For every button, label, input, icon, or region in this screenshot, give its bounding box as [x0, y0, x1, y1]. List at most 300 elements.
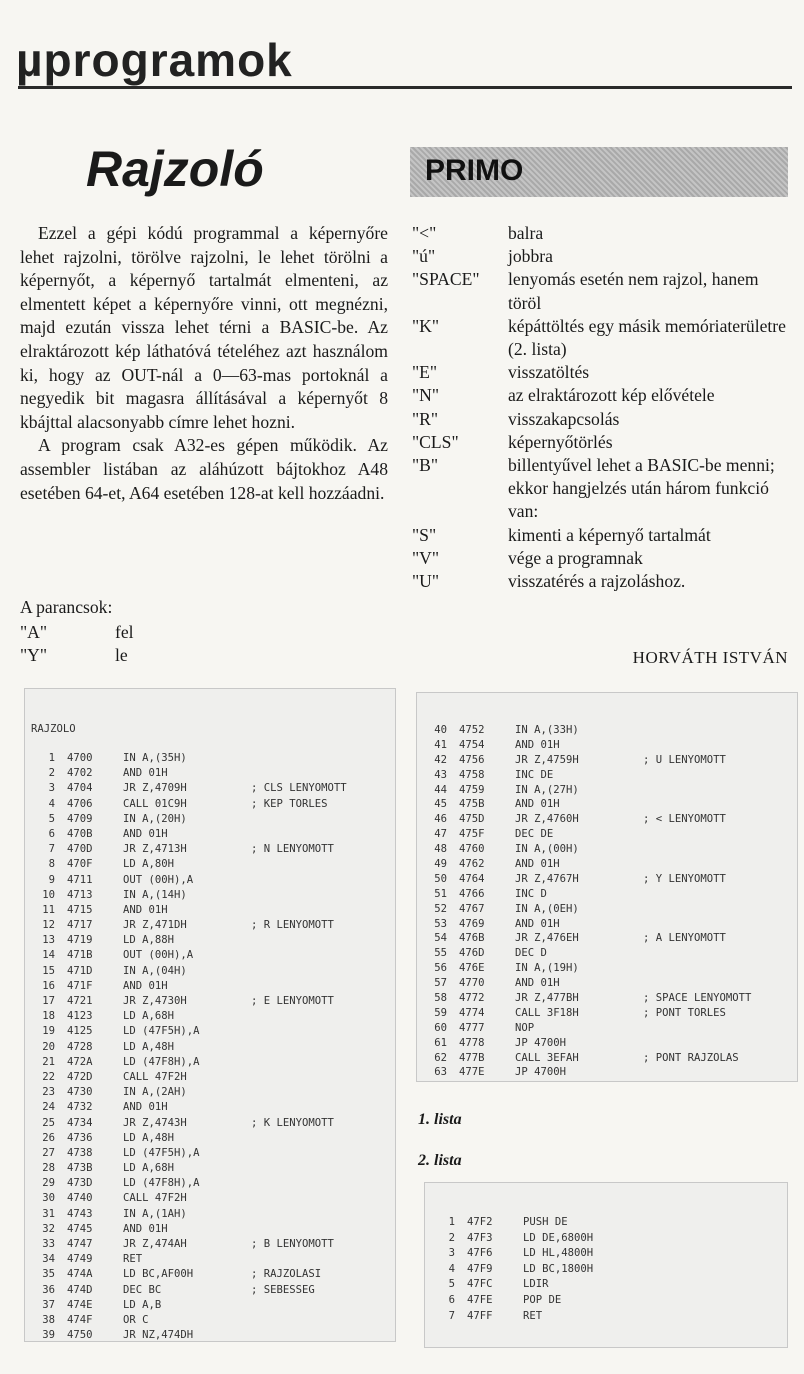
line-number: 60: [434, 1021, 447, 1034]
command-desc: visszatöltés: [508, 362, 590, 383]
comment: [251, 888, 393, 903]
listing-line: [33, 1191, 393, 1206]
command-desc: kimenti a képernyő tartalmát: [508, 524, 711, 545]
listing-line: [433, 1277, 793, 1293]
comment: ; E LENYOMOTT: [251, 995, 334, 1007]
line-number: 13: [42, 934, 55, 947]
line-number: 11: [42, 903, 55, 916]
address: 4728: [67, 1040, 93, 1053]
listing-line: [33, 888, 393, 903]
address: 4772: [459, 992, 485, 1005]
commands-heading: A parancsok:: [20, 597, 113, 617]
instruction: LD A,80H: [123, 858, 175, 871]
address: 475F: [459, 828, 485, 841]
address: 4123: [67, 1010, 93, 1023]
listing-line: [425, 812, 785, 827]
intro-text: [20, 222, 388, 505]
listing-line: [33, 903, 393, 918]
address: 472A: [67, 1055, 93, 1068]
instruction: JR Z,474AH: [123, 1238, 187, 1250]
address: 4740: [67, 1192, 93, 1205]
listing-line: [33, 857, 393, 872]
line-number: 43: [434, 768, 447, 781]
instruction: LD (47F5H),A: [123, 1025, 200, 1038]
instruction: OR C: [123, 1313, 149, 1326]
line-number: 55: [434, 947, 447, 960]
listing-line: [33, 766, 393, 781]
line-number: 34: [42, 1253, 55, 1266]
instruction: IN A,(19H): [515, 962, 579, 975]
listing-line: [33, 797, 393, 812]
line-number: 44: [434, 783, 447, 796]
line-number: 39: [42, 1329, 55, 1342]
listing-line: [33, 1267, 393, 1282]
listing-line: [33, 873, 393, 888]
listing-line: [425, 976, 785, 991]
instruction: IN A,(00H): [515, 843, 579, 856]
command-row: [412, 547, 792, 570]
instruction: CALL 3EFAH: [515, 1051, 579, 1064]
comment: [643, 917, 785, 932]
comment: [251, 979, 393, 994]
listing-line: [425, 797, 785, 812]
comment: ; < LENYOMOTT: [643, 813, 726, 826]
instruction: LD A,88H: [123, 934, 175, 947]
comment: [251, 751, 393, 766]
address: 4747: [67, 1238, 93, 1250]
command-desc: fel: [115, 622, 134, 642]
comment: ; SEBESSEG: [251, 1283, 315, 1296]
address: 4721: [67, 995, 93, 1007]
line-number: 51: [434, 887, 447, 900]
line-number: 12: [42, 919, 55, 932]
command-desc: képáttöltés egy másik memóriaterületre (2. lista): [508, 315, 786, 360]
comment: [251, 1131, 393, 1146]
listing-line: [33, 1070, 393, 1085]
command-desc: le: [115, 645, 128, 665]
command-key: "V": [412, 547, 440, 568]
listing-line: [33, 827, 393, 842]
address: 4717: [67, 919, 93, 932]
address: 4736: [67, 1131, 93, 1144]
instruction: IN A,(27H): [515, 783, 579, 796]
address: 4125: [67, 1025, 93, 1038]
command-key: "N": [412, 385, 440, 406]
command-key: "E": [412, 362, 438, 383]
listing-line: [433, 1231, 793, 1247]
line-number: 5: [48, 812, 55, 825]
listing-line: [33, 751, 393, 766]
comment: [251, 1040, 393, 1055]
line-number: 52: [434, 902, 447, 915]
line-number: 33: [42, 1238, 55, 1250]
listing-line: [425, 842, 785, 857]
instruction: LD DE,6800H: [523, 1231, 594, 1244]
line-number: 15: [42, 964, 55, 977]
line-number: 4: [48, 797, 55, 810]
comment: [651, 1215, 793, 1231]
listing-line: [425, 872, 785, 887]
instruction: CALL 47F2H: [123, 1070, 187, 1083]
line-number: 26: [42, 1131, 55, 1144]
address: 4756: [459, 753, 485, 766]
command-row: [412, 524, 792, 547]
listing-line: [425, 887, 785, 902]
comment: ; K LENYOMOTT: [251, 1116, 334, 1129]
listing-line: [425, 917, 785, 932]
commands-right-list: [412, 222, 792, 593]
instruction: LDIR: [523, 1278, 549, 1291]
listing-line: [33, 948, 393, 963]
command-row: [20, 644, 134, 667]
instruction: NOP: [515, 1021, 535, 1034]
command-desc: lenyomás esetén nem rajzol, hanem töröl: [508, 269, 759, 313]
address: 470F: [67, 858, 93, 871]
instruction: LD HL,4800H: [523, 1247, 594, 1260]
listing-line: [425, 931, 785, 946]
listing-line: [425, 857, 785, 872]
command-row: [412, 222, 792, 245]
command-row: [412, 570, 792, 593]
instruction: AND 01H: [123, 767, 168, 780]
comment: [643, 1036, 785, 1051]
address: 471B: [67, 949, 93, 962]
address: 474E: [67, 1298, 93, 1311]
comment: ; PONT RAJZOLAS: [643, 1051, 739, 1064]
address: 4730: [67, 1086, 93, 1099]
listing-line: [425, 723, 785, 738]
listing-line: [33, 1207, 393, 1222]
address: 470B: [67, 827, 93, 840]
comment: ; R LENYOMOTT: [251, 919, 334, 932]
comment: ; B LENYOMOTT: [251, 1238, 334, 1250]
instruction: AND 01H: [515, 798, 560, 811]
listing-line: [33, 812, 393, 827]
instruction: INC DE: [515, 768, 554, 781]
listing-line: [33, 1024, 393, 1039]
comment: [251, 1055, 393, 1070]
comment: [251, 812, 393, 827]
address: 4770: [459, 977, 485, 990]
address: 475D: [459, 813, 485, 826]
address: 4702: [67, 767, 93, 780]
instruction: LD A,68H: [123, 1010, 175, 1023]
listing-line: [425, 753, 785, 768]
author-name: HORVÁTH ISTVÁN: [632, 648, 788, 667]
command-key: "R": [412, 408, 439, 429]
address: 477B: [459, 1051, 485, 1064]
line-number: 63: [434, 1066, 447, 1079]
command-desc: visszakapcsolás: [508, 408, 620, 429]
comment: [251, 1313, 393, 1328]
command-row: [412, 384, 792, 407]
line-number: 35: [42, 1268, 55, 1281]
comment: [251, 857, 393, 872]
line-number: 50: [434, 872, 447, 885]
comment: [251, 1222, 393, 1237]
line-number: 27: [42, 1146, 55, 1159]
line-number: 8: [48, 858, 55, 871]
line-number: 31: [42, 1207, 55, 1220]
address: 4711: [67, 873, 93, 886]
instruction: LD A,48H: [123, 1131, 175, 1144]
instruction: INC D: [515, 887, 547, 900]
line-number: 6: [448, 1293, 455, 1306]
command-key: "S": [412, 524, 437, 545]
line-number: 56: [434, 962, 447, 975]
listing-line: [33, 979, 393, 994]
address: 4774: [459, 1006, 485, 1019]
listing-line: [33, 1131, 393, 1146]
comment: [643, 946, 785, 961]
line-number: 48: [434, 843, 447, 856]
listing-line: [425, 783, 785, 798]
listing-line: [425, 768, 785, 783]
line-number: 5: [448, 1278, 455, 1291]
listing-line: [33, 994, 393, 1009]
comment: [651, 1309, 793, 1325]
comment: [643, 723, 785, 738]
address: 47F3: [467, 1231, 493, 1244]
command-key: "Y": [20, 645, 48, 665]
intro-paragraph-1: Ezzel a gépi kódú programmal a képernyőre lehet rajzolni, törölve rajzolni, le lehet törölni a képernyőt, a képernyő tartalmát elmenteni, az elmentett képet a képernyőre vinni, ott megnézni, majd ezután vissza lehet térni a BASIC-be. Az elraktározott kép láthatóvá tételéhez azt használom ki, hogy az OUT-nál a 0—63-mas portoknál a negyedik bit magasra állításával a képernyőt 8 kbájttal alacsonyabb címre lehet hozni.: [20, 223, 388, 432]
line-number: 42: [434, 753, 447, 766]
instruction: IN A,(04H): [123, 964, 187, 977]
address: 4754: [459, 738, 485, 751]
instruction: IN A,(1AH): [123, 1207, 187, 1220]
listing-line: [425, 827, 785, 842]
comment: [251, 1191, 393, 1206]
command-row: [412, 431, 792, 454]
address: 4738: [67, 1146, 93, 1159]
listing-line: [33, 1146, 393, 1161]
comment: [251, 1176, 393, 1191]
listing-line: [425, 991, 785, 1006]
comment: [251, 933, 393, 948]
line-number: 2: [48, 767, 55, 780]
address: 4704: [67, 782, 93, 795]
address: 471F: [67, 979, 93, 992]
listing-line: [425, 1051, 785, 1066]
listing-line: [425, 1021, 785, 1036]
instruction: AND 01H: [515, 917, 560, 930]
command-row: [412, 361, 792, 384]
command-desc: vége a programnak: [508, 547, 643, 568]
address: 4713: [67, 888, 93, 901]
instruction: JR Z,4743H: [123, 1116, 187, 1129]
comment: [643, 768, 785, 783]
address: 4700: [67, 752, 93, 764]
instruction: LD BC,AF00H: [123, 1268, 194, 1281]
instruction: AND 01H: [515, 738, 560, 751]
instruction: JP 4700H: [515, 1066, 567, 1079]
instruction: LD (47F5H),A: [123, 1146, 200, 1159]
address: 4752: [459, 724, 485, 736]
line-number: 9: [48, 873, 55, 886]
comment: ; SPACE LENYOMOTT: [643, 992, 752, 1005]
listing-line: [33, 1222, 393, 1237]
address: 4759: [459, 783, 485, 796]
instruction: IN A,(33H): [515, 724, 579, 736]
comment: ; CLS LENYOMOTT: [251, 782, 347, 795]
line-number: 57: [434, 977, 447, 990]
instruction: IN A,(2AH): [123, 1086, 187, 1099]
address: 476B: [459, 932, 485, 945]
listing-line: [33, 1100, 393, 1115]
line-number: 7: [48, 843, 55, 856]
instruction: OUT (00H),A: [123, 949, 194, 962]
assembler-listing-2: [424, 1182, 788, 1348]
line-number: 59: [434, 1006, 447, 1019]
instruction: RET: [523, 1309, 543, 1322]
comment: ; Y LENYOMOTT: [643, 872, 726, 885]
line-number: 22: [42, 1070, 55, 1083]
line-number: 37: [42, 1298, 55, 1311]
comment: ; N LENYOMOTT: [251, 843, 334, 856]
instruction: JR Z,471DH: [123, 919, 187, 932]
instruction: JR Z,4730H: [123, 995, 187, 1007]
instruction: LD A,B: [123, 1298, 162, 1311]
listing-line: [33, 1328, 393, 1343]
line-number: 46: [434, 813, 447, 826]
instruction: LD (47F8H),A: [123, 1055, 200, 1068]
command-key: "A": [20, 622, 48, 642]
address: 4749: [67, 1253, 93, 1266]
listing-line: [33, 842, 393, 857]
comment: [251, 1252, 393, 1267]
address: 47FE: [467, 1293, 493, 1306]
address: 4750: [67, 1329, 93, 1342]
address: 476E: [459, 962, 485, 975]
comment: [643, 1021, 785, 1036]
address: 477E: [459, 1066, 485, 1079]
listing-line: [433, 1262, 793, 1278]
command-row: [412, 454, 792, 524]
instruction: CALL 47F2H: [123, 1192, 187, 1205]
instruction: OUT (00H),A: [123, 873, 194, 886]
comment: [251, 1146, 393, 1161]
instruction: DEC D: [515, 947, 547, 960]
instruction: AND 01H: [515, 858, 560, 871]
instruction: AND 01H: [123, 979, 168, 992]
instruction: AND 01H: [123, 1222, 168, 1235]
instruction: IN A,(35H): [123, 752, 187, 764]
instruction: JR Z,476EH: [515, 932, 579, 945]
comment: ; RAJZOLASI: [251, 1268, 322, 1281]
command-key: "B": [412, 455, 439, 476]
address: 47F9: [467, 1262, 493, 1275]
listing-line: [33, 1298, 393, 1313]
listing-line: [433, 1293, 793, 1309]
line-number: 21: [42, 1055, 55, 1068]
instruction: PUSH DE: [523, 1216, 568, 1228]
line-number: 58: [434, 992, 447, 1005]
line-number: 10: [42, 888, 55, 901]
comment: [251, 766, 393, 781]
comment: [643, 1065, 785, 1080]
command-row: [412, 268, 792, 314]
instruction: AND 01H: [123, 1101, 168, 1114]
listing-1-caption: 1. lista: [418, 1111, 462, 1128]
comment: [651, 1277, 793, 1293]
listing-rows: [425, 723, 785, 1080]
listing-line: [425, 961, 785, 976]
line-number: 3: [448, 1247, 455, 1260]
address: 4767: [459, 902, 485, 915]
listing-line: [33, 781, 393, 796]
instruction: CALL 01C9H: [123, 797, 187, 810]
instruction: JP 4700H: [515, 1036, 567, 1049]
instruction: DEC BC: [123, 1283, 162, 1296]
address: 474A: [67, 1268, 93, 1281]
line-number: 20: [42, 1040, 55, 1053]
line-number: 24: [42, 1101, 55, 1114]
commands-left-list: [20, 621, 134, 667]
command-row: [412, 245, 792, 268]
comment: [251, 1328, 393, 1343]
address: 4766: [459, 887, 485, 900]
command-desc: balra: [508, 223, 544, 243]
instruction: DEC DE: [515, 828, 554, 841]
comment: [643, 827, 785, 842]
line-number: 47: [434, 828, 447, 841]
listing-line: [433, 1309, 793, 1325]
comment: [643, 857, 785, 872]
listing-2-caption: 2. lista: [418, 1152, 462, 1169]
instruction: AND 01H: [123, 827, 168, 840]
command-desc: az elraktározott kép elővétele: [508, 385, 715, 406]
line-number: 14: [42, 949, 55, 962]
address: 473B: [67, 1162, 93, 1175]
line-number: 3: [48, 782, 55, 795]
comment: [251, 1085, 393, 1100]
line-number: 4: [448, 1262, 455, 1275]
comment: [251, 1070, 393, 1085]
command-desc: visszatérés a rajzoláshoz.: [508, 571, 686, 592]
listing-line: [425, 738, 785, 753]
address: 4762: [459, 858, 485, 871]
line-number: 32: [42, 1222, 55, 1235]
instruction: LD BC,1800H: [523, 1262, 594, 1275]
listing-line: [33, 1252, 393, 1267]
comment: [643, 738, 785, 753]
listing-line: [33, 933, 393, 948]
comment: [251, 1100, 393, 1115]
address: 4734: [67, 1116, 93, 1129]
comment: [251, 1009, 393, 1024]
address: 4709: [67, 812, 93, 825]
line-number: 17: [42, 995, 55, 1007]
address: 473D: [67, 1177, 93, 1190]
instruction: LD A,68H: [123, 1162, 175, 1175]
command-row: [20, 621, 134, 644]
listing-line: [433, 1246, 793, 1262]
comment: [251, 903, 393, 918]
instruction: JR Z,4767H: [515, 872, 579, 885]
instruction: JR Z,4760H: [515, 813, 579, 826]
address: 4715: [67, 903, 93, 916]
line-number: 1: [448, 1216, 455, 1228]
listing-line: [33, 1313, 393, 1328]
line-number: 62: [434, 1051, 447, 1064]
line-number: 6: [48, 827, 55, 840]
address: 471D: [67, 964, 93, 977]
instruction: AND 01H: [123, 903, 168, 916]
comment: [643, 961, 785, 976]
comment: [251, 948, 393, 963]
line-number: 29: [42, 1177, 55, 1190]
command-key: "CLS": [412, 431, 459, 452]
